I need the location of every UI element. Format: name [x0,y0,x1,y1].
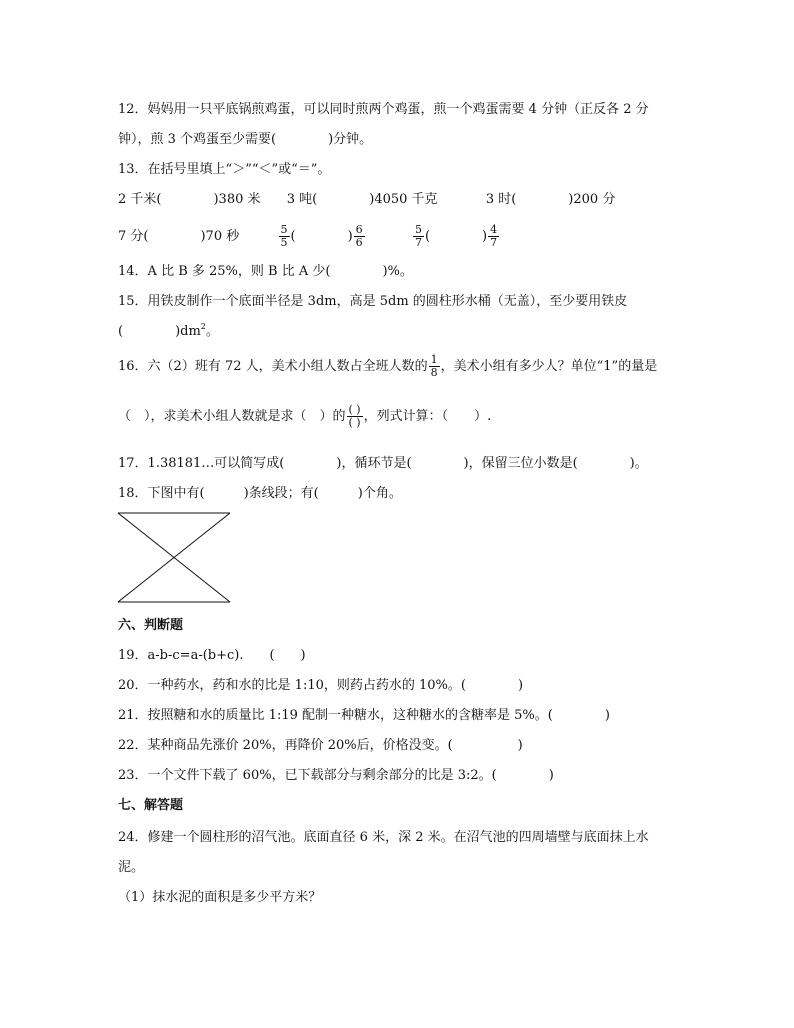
q16-line1: 16．六（2）班有 72 人，美术小组人数占全班人数的 $\frac{1}{8}$ ，美术小组有多少人？单位“1”的量是 [118,353,658,379]
q15-line1: 15．用铁皮制作一个底面半径是 3dm，高是 5dm 的圆柱形水桶（无盖），至少要用铁皮 [118,294,628,309]
q17: 17．1.38181…可以简写成( )，循环节是( )，保留三位小数是( )。 [118,456,648,471]
q16-fraction-blank: $\frac{( )}{( )}$ [348,403,361,429]
q13-stem: 13．在括号里填上“＞”“＜”或“＝”。 [118,162,331,177]
q24-line2: 泥。 [118,860,145,875]
q16-fraction-one-eighth: $\frac{1}{8}$ [430,353,438,379]
q13-fraction-f-right: $\frac{4}{7}$ [490,223,498,249]
q13-row1 [118,190,615,210]
q13-fraction-e-right: $\frac{6}{6}$ [355,223,363,249]
q20: 20．一种药水，药和水的比是 1:10，则药占药水的 10%。( ) [118,678,524,693]
q13-row2 [118,222,500,252]
q15-superscript: 2 [200,322,206,331]
q13-item-c: 3 时( )200 分 [485,192,616,207]
q24-line1: 24．修建一个圆柱形的沼气池。底面直径 6 米，深 2 米。在沼气池的四周墙壁与底面抹上水 [118,830,649,845]
q24-sub1: （1）抹水泥的面积是多少平方米？ [118,890,322,905]
q19: 19．a-b-c=a-(b+c). ( ) [118,648,306,663]
section-answer-title: 七、解答题 [118,798,184,813]
q13-item-a: 2 千米( )380 米 [118,192,261,207]
q12-line2: 钟），煎 3 个鸡蛋至少需要( )分钟。 [118,132,373,147]
q13-fraction-f-left: $\frac{5}{7}$ [414,223,422,249]
q12-line1: 12．妈妈用一只平底锅煎鸡蛋，可以同时煎两个鸡蛋，煎一个鸡蛋需要 4 分钟（正反各 2 分 [118,102,649,117]
q13-fraction-e-left: $\frac{5}{5}$ [280,223,288,249]
q13-item-d: 7 分( )70 秒 [118,229,240,244]
q22: 22．某种商品先涨价 20%，再降价 20%后，价格没变。( ) [118,738,523,753]
q13-blank-f: ( ) [424,229,488,244]
q14: 14．A 比 B 多 25%，则 B 比 A 少( )%。 [118,264,413,279]
q16-line2: （ ），求美术小组人数就是求（ ）的 $\frac{( )}{( )}$ ，列式计算：（ ）. [118,403,492,429]
q15-line2: ( )$dm^2$。 [118,322,219,339]
q13-item-b: 3 吨( )4050 千克 [286,192,438,207]
q18: 18．下图中有( )条线段；有( )个角。 [118,486,402,501]
hourglass-figure [116,511,234,605]
section-judgement-title: 六、判断题 [118,618,184,633]
q13-blank-e: ( ) [290,229,353,244]
q23: 23．一个文件下载了 60%，已下载部分与剩余部分的比是 3:2。( ) [118,768,554,783]
q21: 21．按照糖和水的质量比 1:19 配制一种糖水，这种糖水的含糖率是 5%。( ) [118,708,610,723]
